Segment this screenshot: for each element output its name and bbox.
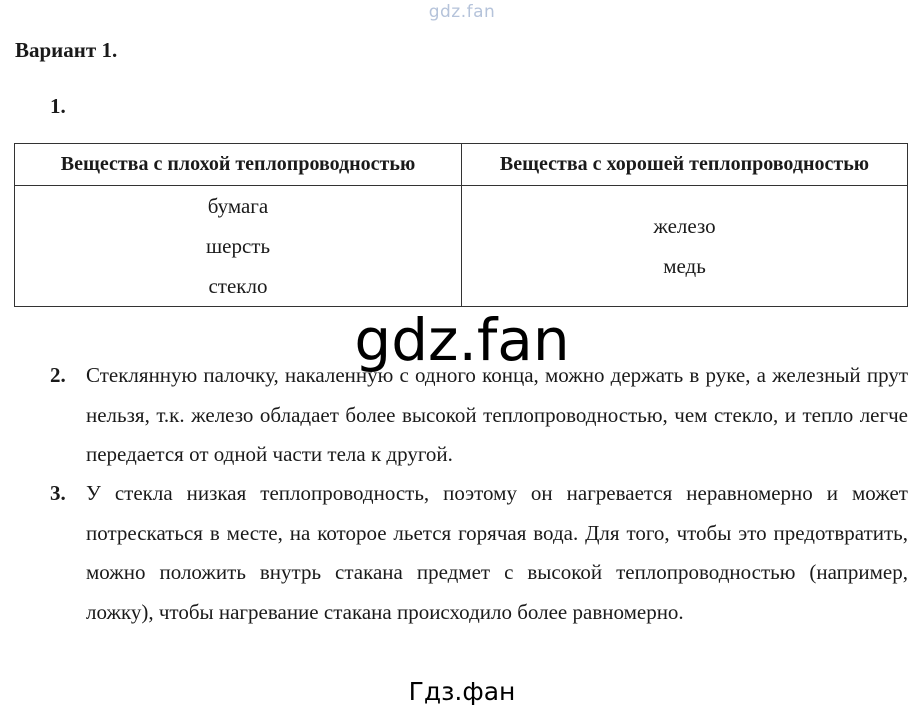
task-2-number: 2. bbox=[50, 363, 66, 387]
good-conductivity-cell bbox=[462, 186, 908, 307]
variant-title: Вариант 1. bbox=[15, 38, 118, 62]
watermark-bottom: Гдз.фан bbox=[408, 677, 516, 706]
header-good-conductivity: Вещества с хорошей теплопроводностью bbox=[462, 144, 908, 186]
task-3-number: 3. bbox=[50, 481, 66, 505]
table-header-row bbox=[15, 144, 908, 186]
table-row bbox=[15, 186, 908, 307]
watermark-middle: gdz.fan bbox=[354, 306, 570, 374]
header-poor-conductivity: Вещества с плохой теплопроводностью bbox=[15, 144, 462, 186]
conductivity-table bbox=[14, 143, 908, 307]
task-2-text: Стеклянную палочку, накаленную с одного конца, можно держать в руке, а железный прут нельзя, т.к. железо обладает более высокой теплопроводностью, чем стекло, и тепло легче передается от одной части тела к другой. bbox=[86, 363, 908, 466]
poor-conductivity-cell bbox=[15, 186, 462, 307]
list-item: железо bbox=[653, 214, 716, 238]
task-2 bbox=[50, 356, 908, 475]
list-item: бумага bbox=[207, 194, 269, 218]
list-item: стекло bbox=[208, 274, 268, 298]
task-3-text: У стекла низкая теплопроводность, поэтому он нагревается неравномерно и может потрескаться в месте, на которое льется горячая вода. Для того, чтобы это предотвратить, можно положить внутрь стакана предмет с высокой теплопроводностью (например, ложку), чтобы нагревание стакана происходило более равномерно. bbox=[86, 481, 908, 624]
task-3 bbox=[50, 474, 908, 632]
task-1-number: 1. bbox=[50, 94, 66, 118]
list-item: шерсть bbox=[205, 234, 271, 258]
watermark-top: gdz.fan bbox=[428, 2, 496, 22]
list-item: медь bbox=[663, 254, 706, 278]
